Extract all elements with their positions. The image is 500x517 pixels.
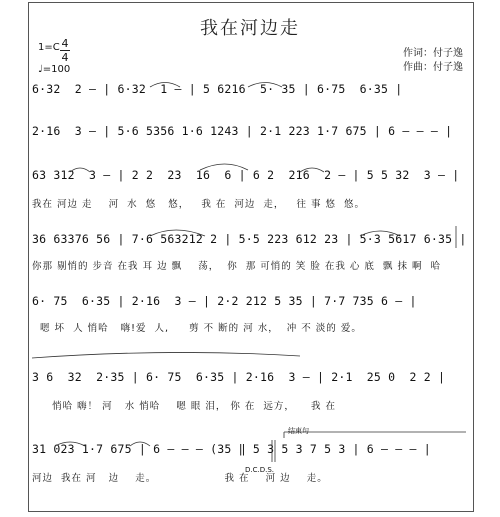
lyric-line: 河边 我在 河 边 走。 我 在 河 边 走。: [32, 473, 328, 484]
jianpu-notes: 6· 75 6·35 | 2·16 3 – | 2·2 212 5 35 | 7·7 735 6 – |: [32, 294, 417, 308]
score-row-3: [0, 168, 500, 208]
score-row-7: [0, 442, 500, 482]
jianpu-notes: 63 312 3 – | 2 2 23 16 6 | 6 2 216 2 – | 5 5 32 3 – |: [32, 168, 460, 182]
jianpu-notes: 31 023 1·7 675 | 6 – – – (35 ‖ 5 3 5 3 7 5 3 | 6 – – – |: [32, 442, 431, 456]
lyric-line: 你那 剔悄的 步音 在我 耳 边 飘 荡， 你 那 可悄的 笑 脸 在我 心 底 飘 抹 啊 哈: [32, 261, 442, 272]
composer-credit: 作曲：付子逸: [403, 62, 463, 73]
tempo-marking: ♩=100: [38, 64, 71, 75]
score-row-4: [0, 232, 500, 272]
lyric-line: 悄哈 嗨！ 河 水 悄哈 嗯 眼 泪， 你 在 远方， 我 在: [32, 401, 337, 412]
lyric-line: 嗯 坏 人 悄哈 嗨!爱 人, 剪 不 断的 河 水， 冲 不 淡的 爱。: [32, 323, 362, 334]
score-row-2: [0, 124, 500, 164]
time-signature-top: 4: [61, 37, 69, 50]
dcds-marking: D.C.D.S.: [245, 466, 275, 474]
score-row-5: [0, 294, 500, 334]
jianpu-notes: 6·32 2 – | 6·32 1 – | 5 6216 5· 35 | 6·75 6·35 |: [32, 82, 403, 96]
time-signature-bottom: 4: [61, 51, 69, 64]
song-title: 我在河边走: [200, 18, 300, 39]
jianpu-notes: 36 63376 56 | 7·6 563212 2 | 5·5 223 612 23 | 5·3 5617 6·35 |: [32, 232, 467, 246]
key-signature: 1=C: [38, 42, 60, 53]
lyric-line: 我在 河边 走 河 水 悠 悠， 我 在 河边 走， 往 事 悠 悠。: [32, 199, 366, 210]
jianpu-notes: 3 6 32 2·35 | 6· 75 6·35 | 2·16 3 – | 2·1 25 0 2 2 |: [32, 370, 446, 384]
end-section-label: 结束句: [288, 427, 309, 435]
jianpu-notes: 2·16 3 – | 5·6 5356 1·6 1243 | 2·1 223 1·7 675 | 6 – – – |: [32, 124, 453, 138]
lyricist-credit: 作词：付子逸: [403, 48, 463, 59]
score-row-6: [0, 370, 500, 410]
score-row-1: [0, 82, 500, 122]
time-signature: [60, 38, 70, 63]
